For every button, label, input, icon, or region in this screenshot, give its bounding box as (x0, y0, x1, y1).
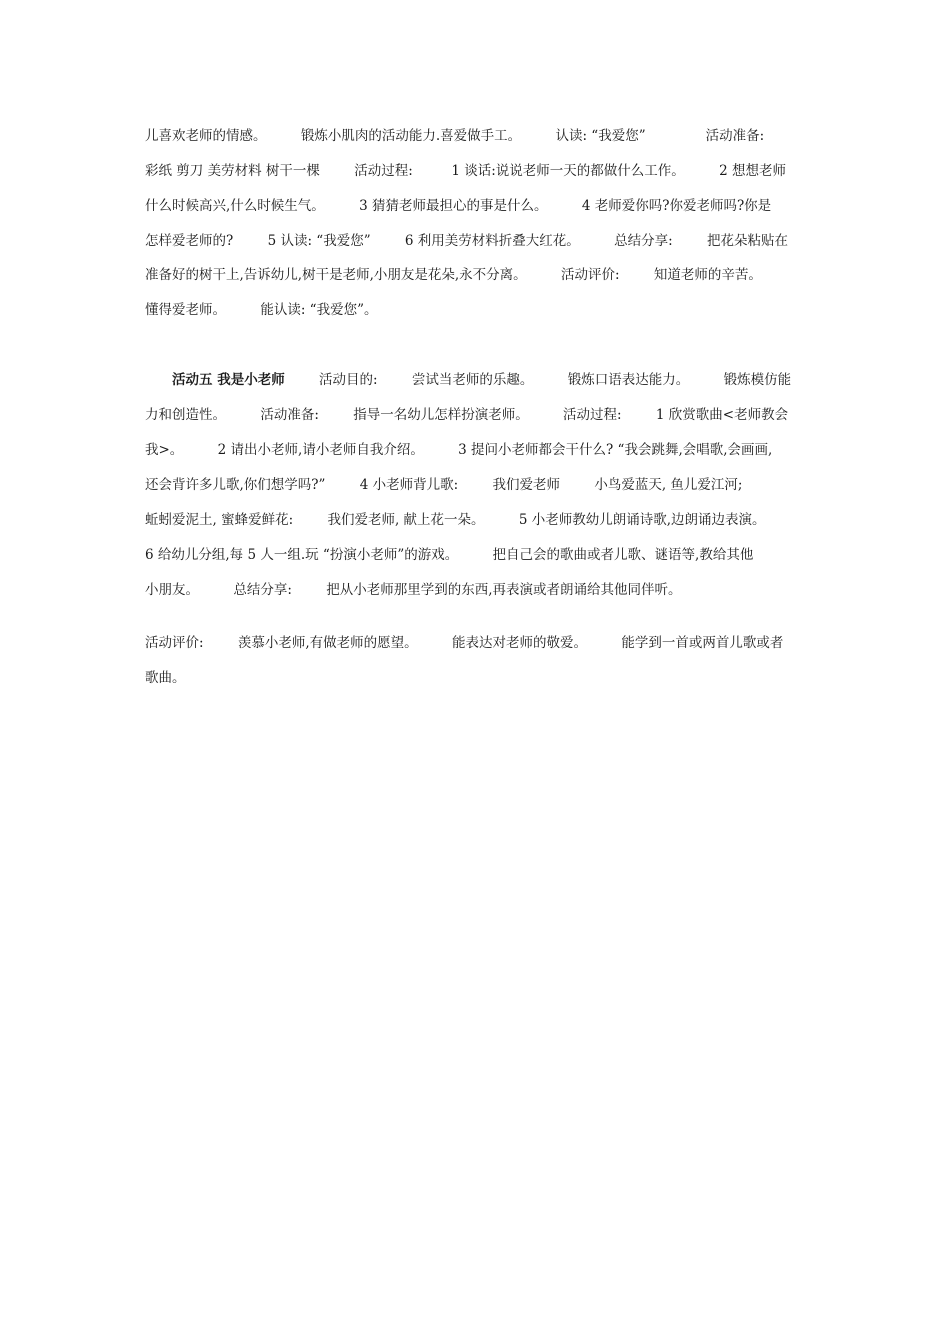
section5-line-7: 小朋友。 总结分享: 把从小老师那里学到的东西,再表演或者朗诵给其他同伴听。 (145, 582, 682, 598)
section4-line-4: 怎样爱老师的? 5 认读: “我爱您” 6 利用美劳材料折叠大红花。 总结分享: 把花朵粘贴在 (145, 233, 789, 249)
section4-line-1: 儿喜欢老师的情感。 锻炼小肌肉的活动能力.喜爱做手工。 认读: “我爱您” 活动准备: (145, 128, 765, 144)
section5-first-line (172, 370, 791, 390)
section5-heading: 活动五 我是小老师 (172, 372, 285, 388)
section5-line-2: 力和创造性。 活动准备: 指导一名幼儿怎样扮演老师。 活动过程: 1 欣赏歌曲<老师教会 (145, 407, 789, 423)
section4-line-2: 彩纸 剪刀 美劳材料 树干一棵 活动过程: 1 谈话:说说老师一天的都做什么工作。 2 想想老师 (145, 163, 787, 179)
section5-line-4: 还会背许多儿歌,你们想学吗?” 4 小老师背儿歌: 我们爱老师 小鸟爱蓝天, 鱼儿爱江河; (145, 477, 743, 493)
section5-line-5: 蚯蚓爱泥土, 蜜蜂爱鲜花: 我们爱老师, 献上花一朵。 5 小老师教幼儿朗诵诗歌,边朗诵边表演。 (145, 512, 766, 528)
section5-line-3: 我>。 2 请出小老师,请小老师自我介绍。 3 提问小老师都会干什么? “我会跳舞,会唱歌,会画画, (145, 442, 773, 458)
evaluation-line-2: 歌曲。 (145, 670, 186, 686)
section4-line-5: 准备好的树干上,告诉幼儿,树干是老师,小朋友是花朵,永不分离。 活动评价: 知道老师的辛苦。 (145, 267, 762, 283)
evaluation-line-1: 活动评价: 羡慕小老师,有做老师的愿望。 能表达对老师的敬爱。 能学到一首或两首儿歌或者 (145, 635, 784, 651)
section4-line-3: 什么时候高兴,什么时候生气。 3 猜猜老师最担心的事是什么。 4 老师爱你吗?你爱老师吗?你是 (145, 198, 772, 214)
section4-line-6: 懂得爱老师。 能认读: “我爱您”。 (145, 302, 378, 318)
section5-first-line-text: 活动目的: 尝试当老师的乐趣。 锻炼口语表达能力。 锻炼模仿能 (284, 372, 792, 388)
section5-line-6: 6 给幼儿分组,每 5 人一组.玩 “扮演小老师”的游戏。 把自己会的歌曲或者儿歌、谜语等,教给其他 (145, 547, 754, 563)
